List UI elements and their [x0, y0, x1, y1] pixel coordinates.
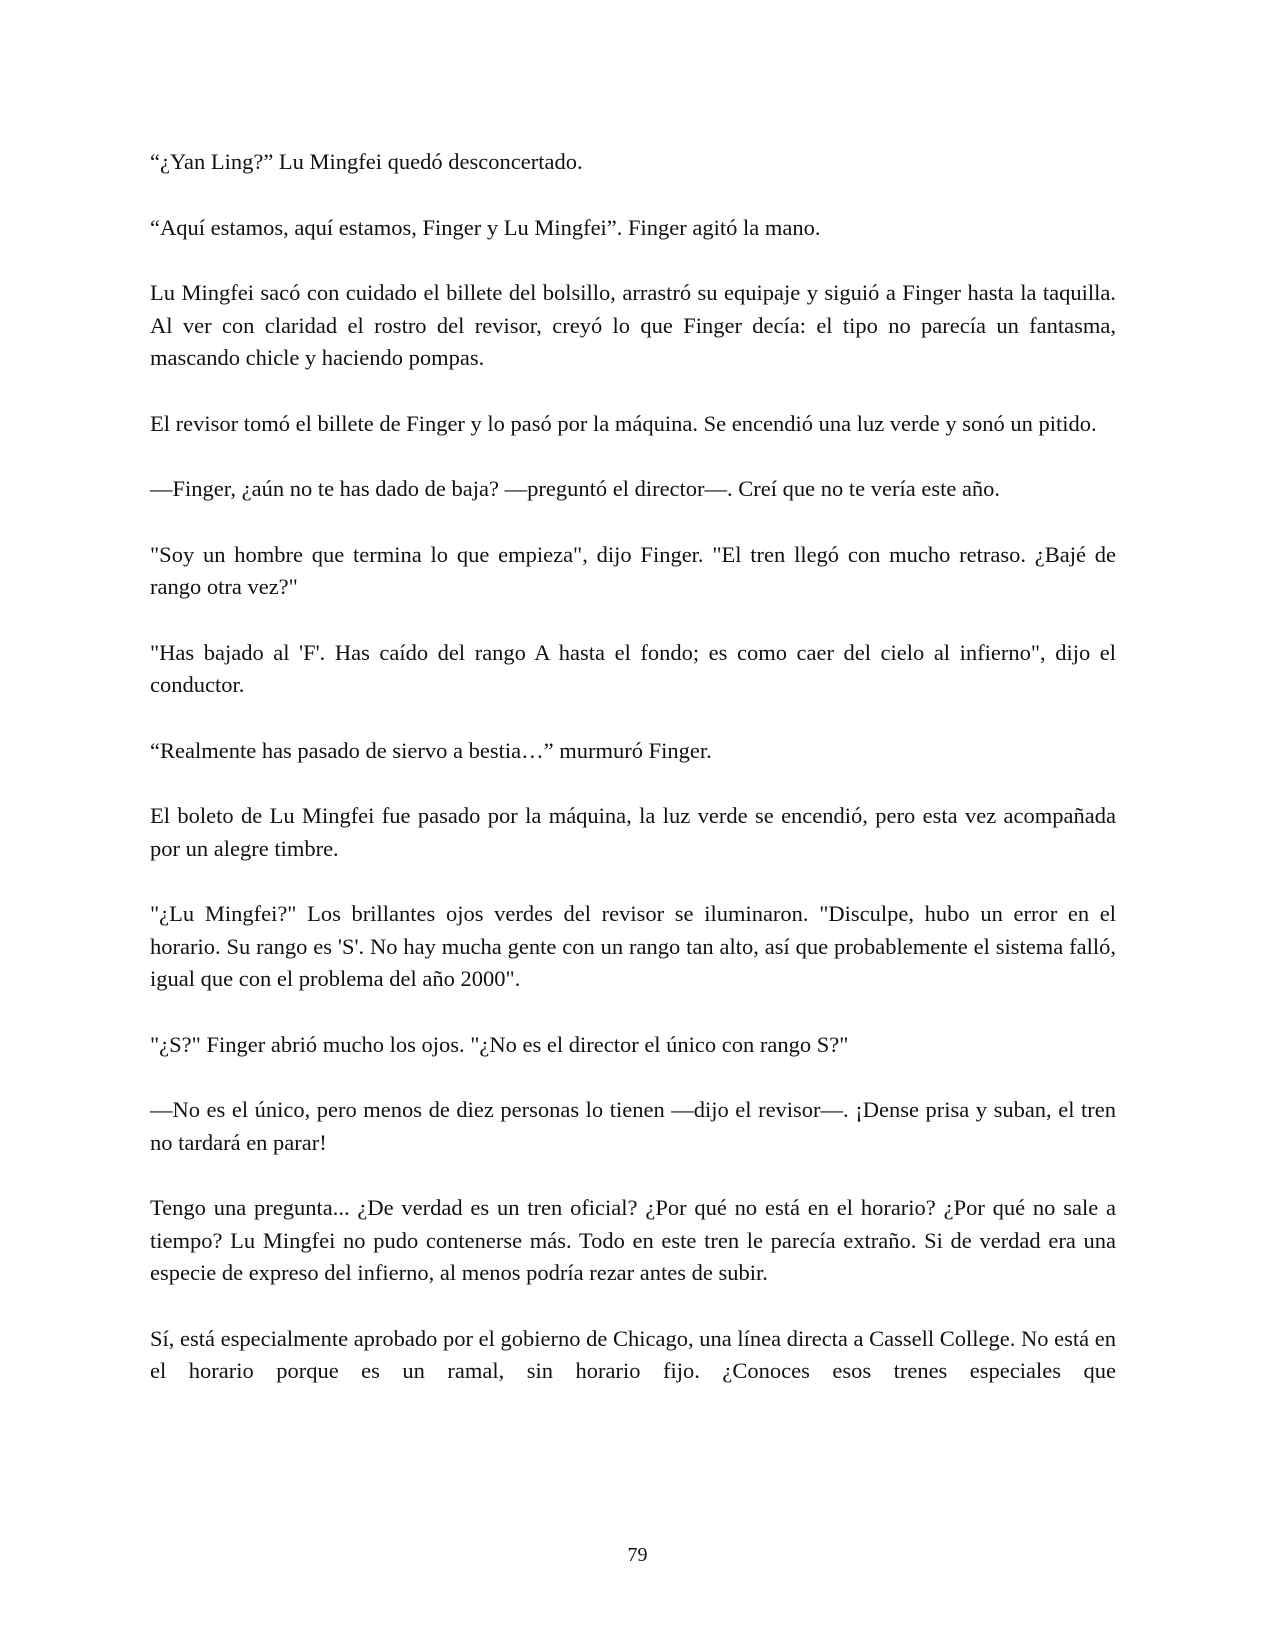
paragraph: "Has bajado al 'F'. Has caído del rango A hasta el fondo; es como caer del cielo al infierno", dijo el conductor. — [150, 639, 1116, 697]
page-number: 79 — [627, 1544, 648, 1566]
paragraph: Lu Mingfei sacó con cuidado el billete del bolsillo, arrastró su equipaje y siguió a Finger hasta la taquilla. Al ver con claridad el rostro del revisor, creyó lo que Finger decía: el tipo no parecía un fantasma, mascando chicle y haciendo pompas. — [150, 280, 1116, 370]
paragraph: El revisor tomó el billete de Finger y lo pasó por la máquina. Se encendió una luz verde y sonó un pitido. — [150, 410, 1097, 436]
paragraph: “¿Yan Ling?” Lu Mingfei quedó desconcertado. — [150, 149, 583, 174]
paragraph: El boleto de Lu Mingfei fue pasado por la máquina, la luz verde se encendió, pero esta vez acompañada por un alegre timbre. — [150, 803, 1116, 861]
paragraph: "¿Lu Mingfei?" Los brillantes ojos verdes del revisor se iluminaron. "Disculpe, hubo un error en el horario. Su rango es 'S'. No hay mucha gente con un rango tan alto, así que probablemente el sistema falló, igual que con el problema del año 2000". — [150, 901, 1116, 991]
paragraph: —No es el único, pero menos de diez personas lo tienen —dijo el revisor—. ¡Dense prisa y suban, el tren no tardará en parar! — [150, 1097, 1116, 1155]
text-body — [150, 146, 1116, 1388]
paragraph: “Aquí estamos, aquí estamos, Finger y Lu Mingfei”. Finger agitó la mano. — [150, 214, 821, 240]
paragraph: Sí, está especialmente aprobado por el gobierno de Chicago, una línea directa a Cassell College. No está en el horario porque es un ramal, sin horario fijo. ¿Conoces esos trenes especiales que — [150, 1325, 1116, 1383]
paragraph: Tengo una pregunta... ¿De verdad es un tren oficial? ¿Por qué no está en el horario? ¿Por qué no sale a tiempo? Lu Mingfei no pudo contenerse más. Todo en este tren le parecía extraño. Si de verdad era una especie de expreso del infierno, al menos podría rezar antes de subir. — [150, 1195, 1116, 1285]
paragraph: —Finger, ¿aún no te has dado de baja? —preguntó el director—. Creí que no te vería este año. — [150, 476, 1001, 501]
paragraph: "¿S?" Finger abrió mucho los ojos. "¿No es el director el único con rango S?" — [150, 1031, 849, 1057]
paragraph: "Soy un hombre que termina lo que empieza", dijo Finger. "El tren llegó con mucho retraso. ¿Bajé de rango otra vez?" — [150, 541, 1116, 599]
paragraph: “Realmente has pasado de siervo a bestia…” murmuró Finger. — [150, 737, 712, 763]
